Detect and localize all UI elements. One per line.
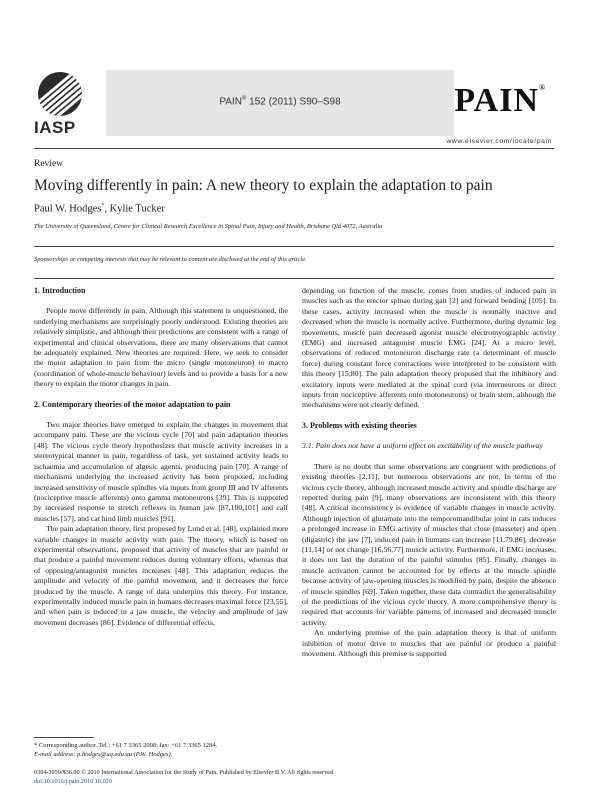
article-title: Moving differently in pain: A new theory to explain the adaptation to pain (34, 177, 493, 194)
author-affiliation: The University of Queensland, Centre for Clinical Research Excellence in Spinal Pain, Injury and Health, Brisbane Qld 4072, Australia (34, 223, 383, 230)
right-column (302, 286, 556, 659)
doi-link[interactable]: doi:10.1016/j.pain.2010.10.020 (34, 778, 112, 785)
sponsorship-note: Sponsorships or competing interests that may be relevant to content are disclosed at the end of this article. (34, 256, 307, 263)
journal-citation: PAIN® 152 (2011) S90–S98 (219, 96, 341, 108)
author-tucker[interactable]: , Kylie Tucker (104, 203, 165, 215)
section-heading-problems: 3. Problems with existing theories (302, 420, 417, 430)
corresponding-author-mark[interactable]: * (101, 203, 105, 209)
citation-volume: 152 (2011) S90–S98 (246, 96, 341, 108)
subsection-heading-3-1: 3.1. Pain does not have a uniform effect on excitability of the muscle pathway (302, 441, 543, 451)
paragraph-problems-1: There is no doubt that some observations are congruent with predictions of existing theories [2,11], but numerous observations are not. In terms of the vicious cycle theory, although increased muscle activity and spindle discharge are reported during pain [9], many observations are inconsistent with this theory [48]. A critical inconsistency is evidence of variable changes in muscle activity. Although injection of glutamate into the temporomandibular joint in rats induces a prolonged increase in EMG activity of muscles that close (masseter) and open (digastric) the jaw [7], induced pain in humans can increase [11,79,86], decrease [11,14] or not change [16,56,77] muscle activity. Furthermore, if EMG increases, it does not last the duration of the painful stimulus [85]. Finally, changes in muscle activation cannot be accounted for by effects at the muscle spindle because activity of jaw-opening muscles is modified by pain, despite the absence of muscle spindles [69]. Taken together, these data contradict the generalisability of the predictions of the vicious cycle theory. A more comprehensive theory is required that accounts for variable patterns of increased and decreased muscle activity. (302, 461, 556, 627)
author-hodges[interactable]: Paul W. Hodges (34, 203, 102, 215)
journal-url-link[interactable]: www.elsevier.com/locate/pain (446, 138, 552, 145)
paragraph-theories-2: The pain adaptation theory, first proposed by Lund et al. [48], explained more variable changes in muscle activity with pain. The theory, which is based on experimental observations, proposed that activity of muscles that are painful or that produce a painful movement reduces during voluntary efforts, whereas that of opposing/antagonist muscles increases [48]. This adaptation reduces the amplitude and velocity of the painful movement, and it decreases the force produced by the muscle. A range of data underpins this theory. For instance, experimentally induced muscle pain in humans decreases maximal force [23,55], and when pain is induced in a jaw muscle, the velocity and amplitude of jaw movement decreases [86]. Evidence of differential effects, (34, 524, 288, 627)
footnote-contact: * Corresponding author. Tel.: +61 7 3365 2008; fax: +61 7 3365 1284. (34, 742, 218, 749)
iasp-logo[interactable] (34, 70, 94, 136)
body-rule (34, 278, 554, 279)
header-rule (34, 148, 554, 149)
footnote-email[interactable]: E-mail address: p.hodges@uq.edu.au (P.W. Hodges). (34, 751, 173, 758)
affiliation-rule (34, 246, 554, 247)
paragraph-introduction: People move differently in pain. Although this statement is unquestioned, the underlying mechanisms are surprisingly poorly understood. Existing theories are relatively simplistic, and although their predictions are consistent with a range of experimental and clinical observations, there are many observations that cannot be adequately explained. New theories are required. Here, we seek to consider the motor adaptation to pain from the micro (single motoneuron) to macro (coordination of whole-muscle behaviour) levels and to provide a basis for a new theory to explain the motor changes in pain. (34, 306, 288, 389)
section-heading-introduction: 1. Introduction (34, 286, 86, 295)
journal-citation-box (106, 70, 454, 136)
paragraph-theories-1: Two major theories have emerged to explain the changes in movement that accompany pain. These are the vicious cycle [70] and pain adaptation theories [48]. The vicious cycle theory hypothesizes that muscle activity increases in a stereotypical manner in pain, regardless of task, yet sustained activity leads to ischaemia and accumulation of algesic agents, producing pain [70]. A range of mechanisms underlying the increased activity has been proposed, including increased sensitivity of muscle spindles via inputs from group III and IV afferents (nociceptive muscle afferents) onto gamma motoneurons [39]. This is supported by increased response to stretch reflexes in human jaw [87,100,101] and calf muscles [57], and cat hind limb muscles [91]. (34, 420, 288, 523)
footnote-rule (34, 737, 94, 738)
citation-journal: PAIN (219, 96, 242, 108)
article-authors (34, 203, 165, 215)
section-heading-theories: 2. Contemporary theories of the motor adaptation to pain (34, 399, 231, 409)
paragraph-continued: depending on function of the muscle, comes from studies of induced pain in muscles such as the erector spinae during gait [2] and forward bending [105]. In these cases, activity increased when the muscle is normally inactive and decreased when the muscle is normally active. Furthermore, during dynamic leg movements, muscle pain decreased agonist muscle electromyographic activity (EMG) and increased antagonist muscle EMG [24]. At a micro level, observations of reduced motoneuron discharge rate (a determinant of muscle force) during constant force contractions were interpreted to be consistent with this theory [15,80]. The pain adaptation theory proposed that the inhibitory and excitatory inputs were mediated at the spinal cord (via interneurons or direct inputs from nociceptive afferents onto motoneurons) or brain stem, although the mechanisms were not clearly defined. (302, 286, 556, 410)
page-header (34, 70, 554, 148)
copyright-line: 0304-3959/$36.00 © 2010 International Association for the Study of Pain. Published by Elsevier B.V. All rights reserved. (34, 769, 335, 776)
pain-logo-text: PAIN (454, 82, 540, 119)
article-type: Review (34, 159, 64, 169)
iasp-emblem-icon (38, 72, 82, 116)
page-footer (34, 768, 335, 786)
paragraph-problems-2: An underlying premise of the pain adaptation theory is that of uniform inhibition of motor drive to muscles that are painful or produce a painful movement. Although this premise is supported (302, 628, 556, 658)
left-column (34, 286, 288, 628)
iasp-logo-text: IASP (34, 118, 76, 137)
corresponding-author-footnote (34, 741, 288, 759)
pain-journal-logo[interactable]: PAIN® (454, 82, 546, 119)
